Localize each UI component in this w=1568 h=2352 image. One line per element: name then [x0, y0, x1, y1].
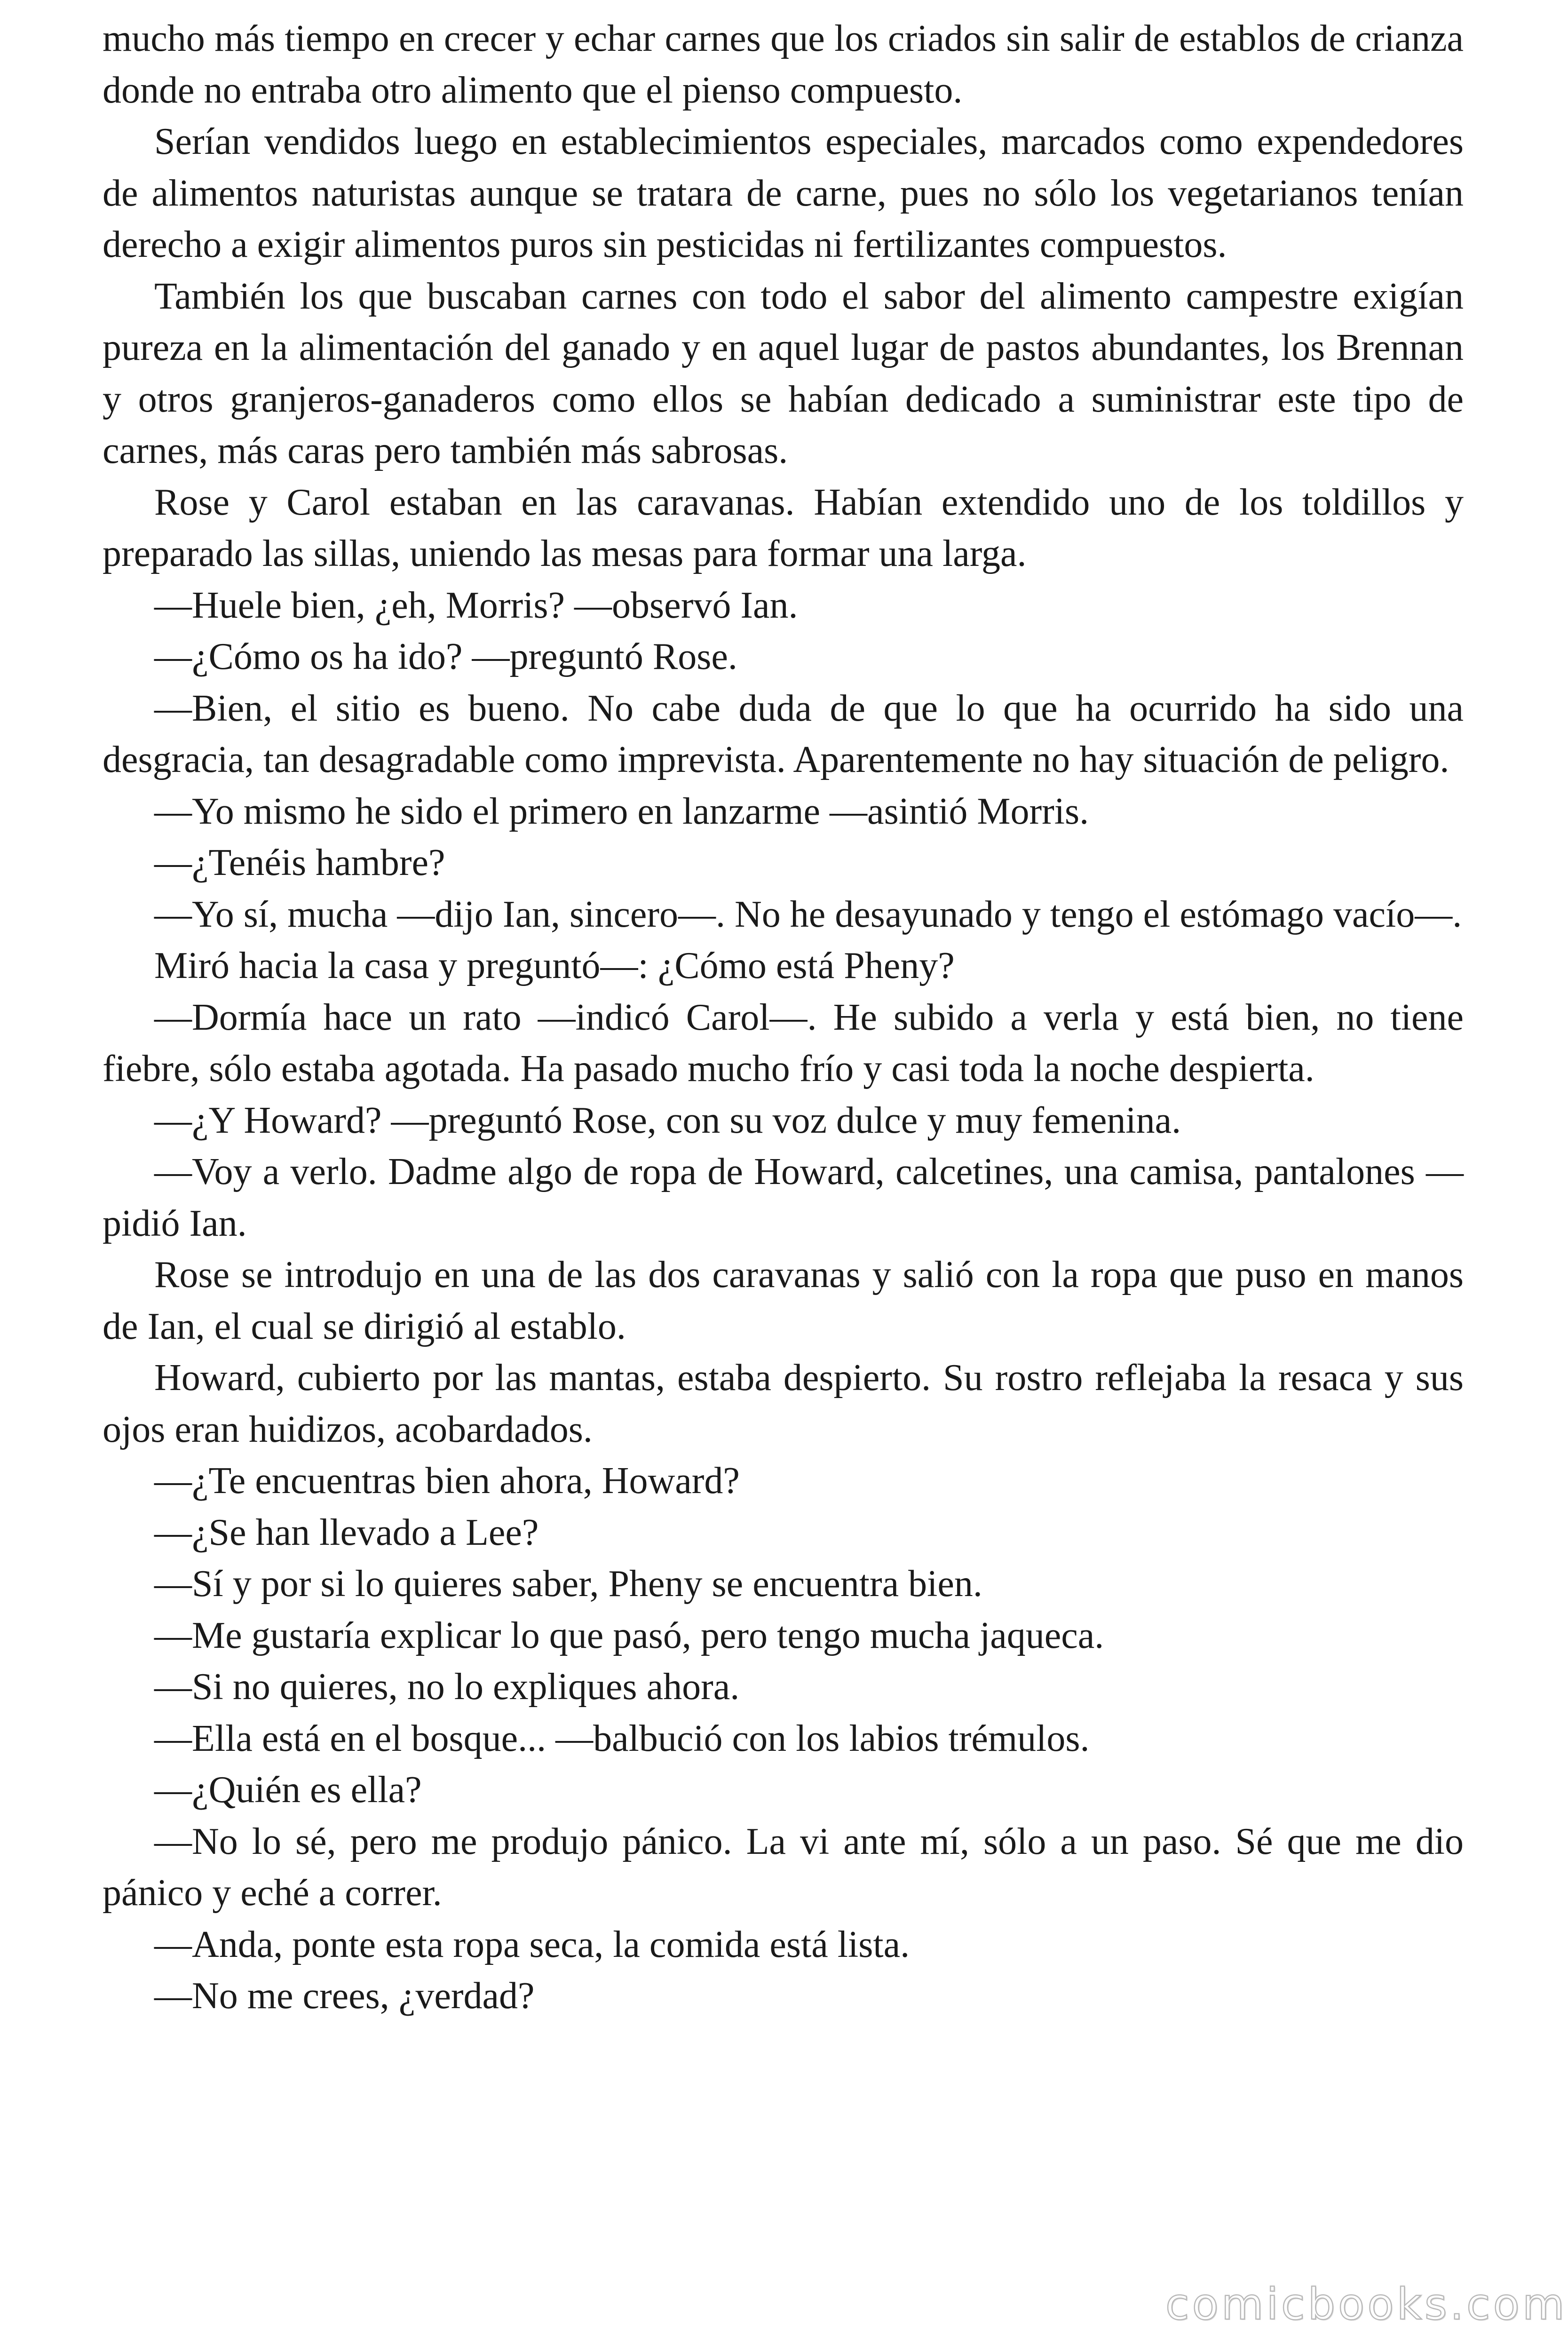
- paragraph: Rose se introdujo en una de las dos caravanas y salió con la ropa que puso en manos de Ian, el cual se dirigió al establo.: [103, 1254, 1464, 1347]
- paragraph: —No lo sé, pero me produjo pánico. La vi ante mí, sólo a un paso. Sé que me dio pánico y eché a correr.: [103, 1820, 1464, 1914]
- paragraph: —¿Tenéis hambre?: [154, 842, 445, 883]
- paragraph: —Dormía hace un rato —indicó Carol—. He subido a verla y está bien, no tiene fiebre, sólo estaba agotada. Ha pasado mucho frío y casi toda la noche despierta.: [103, 996, 1464, 1089]
- book-page: [103, 13, 1464, 2022]
- watermark-comicbooks: comicbooks.com: [1165, 2279, 1568, 2329]
- paragraph: —Sí y por si lo quieres saber, Pheny se encuentra bien.: [154, 1563, 982, 1605]
- paragraph: —Yo mismo he sido el primero en lanzarme —asintió Morris.: [154, 790, 1089, 832]
- paragraph: Serían vendidos luego en establecimientos especiales, marcados como expendedores de alimentos naturistas aunque se tratara de carne, pues no sólo los vegetarianos tenían derecho a exigir alimentos puros sin pesticidas ni fertilizantes compuestos.: [103, 121, 1464, 265]
- paragraph: —¿Quién es ella?: [154, 1769, 422, 1811]
- paragraph: Rose y Carol estaban en las caravanas. Habían extendido uno de los toldillos y preparado las sillas, uniendo las mesas para formar una larga.: [103, 481, 1464, 574]
- paragraph: —Yo sí, mucha —dijo Ian, sincero—. No he desayunado y tengo el estómago vacío—.: [154, 893, 1462, 935]
- paragraph: —Anda, ponte esta ropa seca, la comida está lista.: [154, 1923, 910, 1965]
- paragraph: —Me gustaría explicar lo que pasó, pero tengo mucha jaqueca.: [154, 1614, 1104, 1656]
- paragraph: mucho más tiempo en crecer y echar carnes que los criados sin salir de establos de crianza donde no entraba otro alimento que el pienso compuesto.: [103, 18, 1464, 111]
- paragraph: —No me crees, ¿verdad?: [154, 1975, 535, 2017]
- paragraph: —Huele bien, ¿eh, Morris? —observó Ian.: [154, 584, 798, 626]
- paragraph: —¿Te encuentras bien ahora, Howard?: [154, 1460, 740, 1502]
- paragraph: También los que buscaban carnes con todo el sabor del alimento campestre exigían pureza en la alimentación del ganado y en aquel lugar de pastos abundantes, los Brennan y otros granjeros-ganaderos como ellos se habían dedicado a suministrar este tipo de carnes, más caras pero también más sabrosas.: [103, 275, 1464, 471]
- paragraph: —¿Y Howard? —preguntó Rose, con su voz dulce y muy femenina.: [154, 1099, 1181, 1141]
- paragraph: —Voy a verlo. Dadme algo de ropa de Howard, calcetines, una camisa, pantalones — pidió Ian.: [103, 1151, 1464, 1244]
- paragraph: —Ella está en el bosque... —balbució con los labios trémulos.: [154, 1717, 1090, 1759]
- paragraph: —Si no quieres, no lo expliques ahora.: [154, 1666, 740, 1708]
- paragraph: Howard, cubierto por las mantas, estaba despierto. Su rostro reflejaba la resaca y sus ojos eran huidizos, acobardados.: [103, 1357, 1464, 1450]
- paragraph: —¿Cómo os ha ido? —preguntó Rose.: [154, 636, 737, 677]
- paragraph: —¿Se han llevado a Lee?: [154, 1511, 539, 1553]
- paragraph: Miró hacia la casa y preguntó—: ¿Cómo está Pheny?: [154, 945, 955, 986]
- paragraph: —Bien, el sitio es bueno. No cabe duda de que lo que ha ocurrido ha sido una desgracia, tan desagradable como imprevista. Aparentemente no hay situación de peligro.: [103, 687, 1464, 780]
